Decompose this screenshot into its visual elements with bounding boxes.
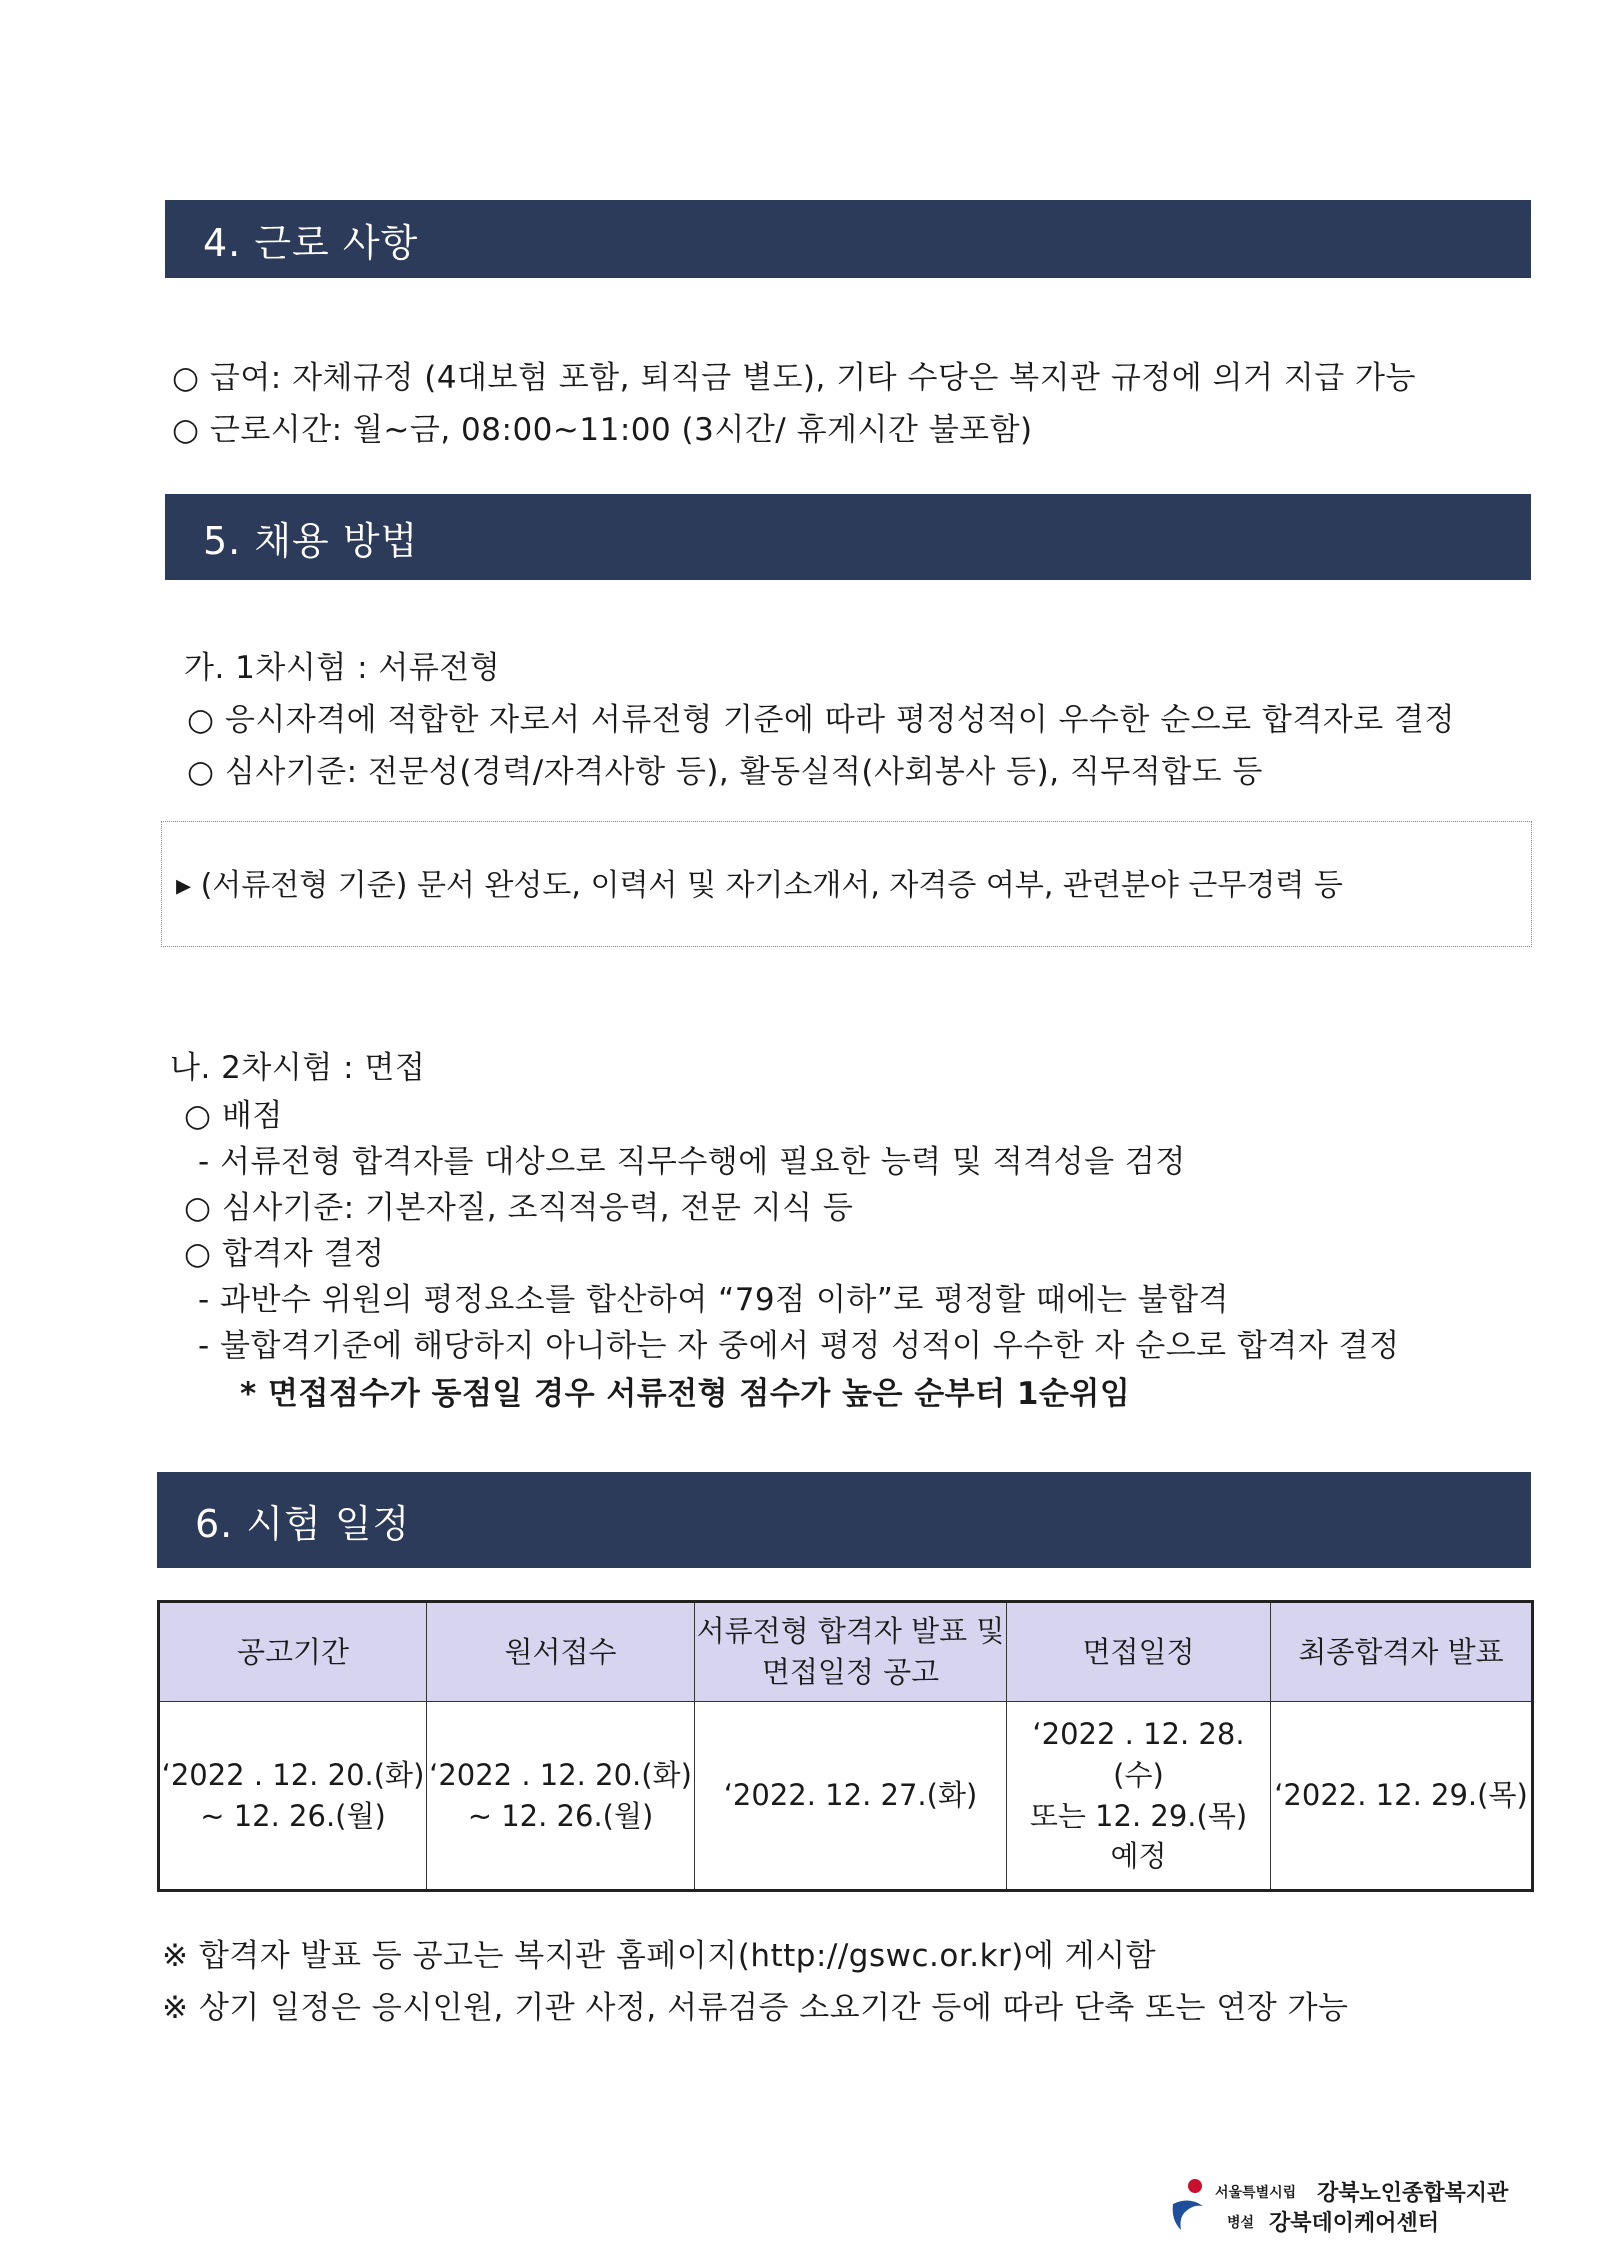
first-exam-item: ○ 심사기준: 전문성(경력/자격사항 등), 활동실적(사회봉사 등), 직무적합도 등 bbox=[187, 754, 1263, 790]
table-row bbox=[159, 1702, 1533, 1891]
document-criteria-box bbox=[161, 821, 1532, 947]
header-text: 원서접수 bbox=[504, 1634, 617, 1669]
org-emblem-icon bbox=[1167, 2176, 1211, 2234]
section-title: 4. 근로 사항 bbox=[203, 220, 419, 265]
score-sub: - 서류전형 합격자를 대상으로 직무수행에 필요한 능력 및 적격성을 검정 bbox=[198, 1144, 1186, 1180]
header-cell bbox=[159, 1602, 427, 1702]
header-text: 면접일정 bbox=[1082, 1634, 1195, 1669]
section-header-work bbox=[165, 200, 1531, 278]
table-cell bbox=[1007, 1702, 1271, 1891]
cell-text: ‘2022 . 12. 20.(화) ~ 12. 26.(월) bbox=[161, 1757, 425, 1833]
decision-item: ○ 합격자 결정 bbox=[184, 1236, 385, 1272]
note-line: ※ 상기 일정은 응시인원, 기관 사정, 서류검증 소요기간 등에 따라 단축 또는 연장 가능 bbox=[162, 1990, 1349, 2026]
section-title: 5. 채용 방법 bbox=[203, 518, 419, 563]
table-cell bbox=[159, 1702, 427, 1891]
table-cell bbox=[1271, 1702, 1533, 1891]
score-item: ○ 배점 bbox=[184, 1098, 283, 1134]
header-cell bbox=[695, 1602, 1007, 1702]
decision-sub: - 불합격기준에 해당하지 아니하는 자 중에서 평정 성적이 우수한 자 순으로 합격자 결정 bbox=[198, 1328, 1400, 1364]
org-logo bbox=[1167, 2176, 1509, 2236]
schedule-table bbox=[157, 1600, 1534, 1892]
table-header-row bbox=[159, 1602, 1533, 1702]
salary-line: ○ 급여: 자체규정 (4대보험 포함, 퇴직금 별도), 기타 수당은 복지관 규정에 의거 지급 가능 bbox=[172, 360, 1416, 396]
org2-prefix: 병설 bbox=[1227, 2215, 1255, 2231]
first-exam-title: 가. 1차시험 : 서류전형 bbox=[184, 650, 501, 686]
note-line: ※ 합격자 발표 등 공고는 복지관 홈페이지(http://gswc.or.kr)에 게시함 bbox=[162, 1938, 1157, 1974]
first-exam-item: ○ 응시자격에 적합한 자로서 서류전형 기준에 따라 평정성적이 우수한 순으로 합격자로 결정 bbox=[187, 702, 1455, 738]
org1-name: 강북노인종합복지관 bbox=[1317, 2181, 1509, 2206]
cell-text: ‘2022 . 12. 20.(화) ~ 12. 26.(월) bbox=[429, 1757, 692, 1833]
document-criteria-text: ▸ (서류전형 기준) 문서 완성도, 이력서 및 자기소개서, 자격증 여부, 관련분야 근무경력 등 bbox=[176, 868, 1343, 903]
header-text: 최종합격자 발표 bbox=[1298, 1634, 1504, 1669]
cell-text: ‘2022. 12. 27.(화) bbox=[723, 1778, 978, 1813]
header-text: 서류전형 합격자 발표 및 면접일정 공고 bbox=[696, 1614, 1005, 1689]
section-header-schedule bbox=[157, 1472, 1531, 1568]
header-cell bbox=[427, 1602, 695, 1702]
criteria-item: ○ 심사기준: 기본자질, 조직적응력, 전문 지식 등 bbox=[184, 1190, 854, 1226]
cell-text: ‘2022. 12. 29.(목) bbox=[1274, 1778, 1528, 1813]
org2-name: 강북데이케어센터 bbox=[1269, 2211, 1440, 2236]
hours-line: ○ 근로시간: 월~금, 08:00~11:00 (3시간/ 휴게시간 불포함) bbox=[172, 412, 1033, 448]
table-cell bbox=[427, 1702, 695, 1891]
second-exam-title: 나. 2차시험 : 면접 bbox=[170, 1050, 426, 1086]
section-header-hiring bbox=[165, 494, 1531, 580]
header-cell bbox=[1271, 1602, 1533, 1702]
table-cell bbox=[695, 1702, 1007, 1891]
org1-prefix: 서울특별시립 bbox=[1215, 2185, 1297, 2201]
cell-text: ‘2022 . 12. 28.(수) 또는 12. 29.(목) 예정 bbox=[1029, 1717, 1248, 1874]
section-title: 6. 시험 일정 bbox=[195, 1501, 411, 1546]
header-cell bbox=[1007, 1602, 1271, 1702]
header-text: 공고기간 bbox=[236, 1634, 350, 1669]
tie-note: * 면접점수가 동점일 경우 서류전형 점수가 높은 순부터 1순위임 bbox=[240, 1376, 1131, 1412]
decision-sub: - 과반수 위원의 평정요소를 합산하여 “79점 이하”로 평정할 때에는 불합격 bbox=[198, 1282, 1229, 1318]
